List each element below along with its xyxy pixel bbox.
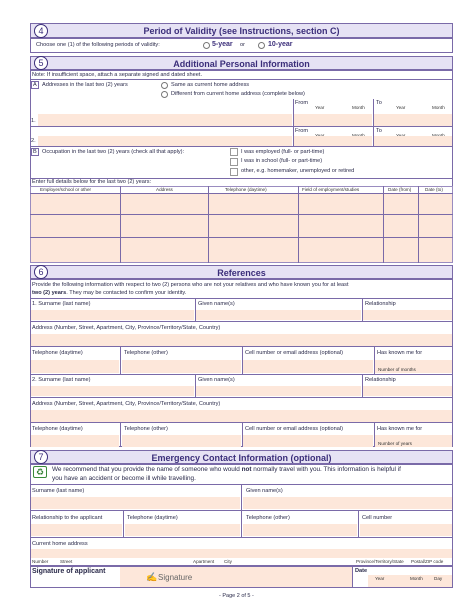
divider	[30, 193, 453, 194]
col-address: Address	[156, 187, 173, 192]
section-4-title: Period of Validity (see Instructions, section C)	[143, 26, 340, 36]
emergency-given-label: Given name(s)	[246, 488, 283, 494]
recycle-icon: ♻	[33, 466, 47, 478]
emergency-recommendation-2: you have an accident or become ill while travelling.	[52, 475, 196, 482]
ref-2-surname-input[interactable]	[31, 386, 194, 396]
section-4-number: 4	[34, 24, 48, 38]
divider	[30, 126, 453, 127]
ref-2-given-label: Given name(s)	[198, 377, 235, 383]
validity-5-year-radio[interactable]	[203, 42, 210, 49]
validity-or: or	[240, 42, 245, 48]
divider	[30, 397, 453, 398]
date-year: Year	[375, 576, 385, 581]
ref-1-address-label: Address (Number, Street, Apartment, City, Province/Territory/State, Country)	[32, 325, 221, 331]
ref-1-tel-day-input[interactable]	[31, 360, 119, 373]
emergency-tel-day-label: Telephone (daytime)	[127, 515, 178, 521]
addr-part-city: City	[224, 559, 232, 564]
date-day: Day	[434, 576, 443, 581]
ref-2-tel-other-label: Telephone (other)	[124, 426, 168, 432]
emergency-given-input[interactable]	[243, 497, 452, 509]
ref-2-relationship-input[interactable]	[363, 386, 452, 396]
page-number: - Page 2 of 5 -	[219, 593, 254, 599]
occupation-table	[30, 186, 453, 263]
divider	[352, 566, 353, 588]
ref-2-surname-label: 2. Surname (last name)	[32, 377, 91, 383]
section-5-title: Additional Personal Information	[173, 59, 310, 69]
divider	[242, 422, 243, 447]
divider	[293, 127, 294, 147]
address-2-number: 2.	[31, 138, 36, 144]
divider	[362, 298, 363, 321]
signature-placeholder: Signature	[158, 573, 193, 582]
emergency-rec-bold: not	[241, 466, 252, 473]
ref-2-years-label: Number of years	[378, 441, 412, 446]
divider	[373, 99, 374, 127]
divider	[293, 99, 294, 127]
emergency-rec-part1: We recommend that you provide the name of someone who would	[52, 466, 242, 473]
divider	[241, 510, 242, 537]
validity-prompt: Choose one (1) of the following periods of validity:	[36, 42, 160, 48]
ref-2-tel-day-input[interactable]	[31, 435, 119, 447]
divider	[374, 422, 375, 447]
ref-1-surname-input[interactable]	[31, 310, 194, 320]
address-1-to-input[interactable]	[374, 114, 452, 126]
divider	[30, 237, 453, 238]
signature-pen-icon: ✍	[146, 572, 158, 582]
address-2-input[interactable]	[38, 136, 292, 146]
part-a-label: Addresses in the last two (2) years	[42, 82, 128, 88]
divider	[373, 127, 374, 147]
divider	[298, 186, 299, 263]
references-intro-2	[32, 290, 186, 296]
col-field: Field of employment/studies	[302, 187, 360, 192]
addr-part-province: Province/Territory/State	[356, 559, 404, 564]
ref-2-tel-other-input[interactable]	[122, 435, 241, 447]
ref-2-tel-day-label: Telephone (daytime)	[32, 426, 83, 432]
divider	[120, 422, 121, 447]
section-5-note: Note: If insufficient space, attach a separate signed and dated sheet.	[32, 72, 202, 78]
date-month: Month	[410, 576, 423, 581]
different-address-radio[interactable]	[161, 91, 168, 98]
address-2-from-input[interactable]	[294, 136, 372, 146]
divider	[195, 298, 196, 321]
ref-2-cell-input[interactable]	[243, 435, 373, 447]
part-a-letter: A	[33, 82, 37, 88]
same-address-label: Same as current home address	[171, 82, 250, 88]
ref-2-relationship-label: Relationship	[365, 377, 396, 383]
ref-1-tel-other-label: Telephone (other)	[124, 350, 168, 356]
divider	[358, 510, 359, 537]
divider	[123, 510, 124, 537]
ref-2-given-input[interactable]	[196, 386, 361, 396]
ref-1-given-input[interactable]	[196, 310, 361, 320]
emergency-rec-part2: normally travel with you. This information is helpful if	[251, 466, 401, 473]
divider	[30, 214, 453, 215]
ref-2-address-input[interactable]	[31, 410, 452, 422]
ref-1-cell-input[interactable]	[243, 360, 373, 373]
ref-1-given-label: Given name(s)	[198, 301, 235, 307]
emergency-surname-input[interactable]	[31, 497, 240, 509]
section-7-title: Emergency Contact Information (optional)	[151, 453, 332, 463]
section-4-header	[30, 23, 453, 38]
address-1-number: 1.	[31, 118, 36, 124]
emergency-address-label: Current home address	[32, 541, 88, 547]
divider	[120, 186, 121, 263]
address-2-to: To	[376, 128, 382, 134]
col-telephone: Telephone (daytime)	[225, 187, 267, 192]
divider	[195, 374, 196, 397]
address-2-from: From	[295, 128, 309, 134]
ref-2-cell-label: Cell number or email address (optional)	[245, 426, 343, 432]
ref-1-relationship-input[interactable]	[363, 310, 452, 320]
divider	[374, 346, 375, 374]
signature-label: Signature of applicant	[32, 568, 106, 575]
divider	[30, 146, 453, 147]
ref-1-address-input[interactable]	[31, 334, 452, 346]
occupation-table-intro: Enter full details below for the last two (2) years:	[32, 179, 152, 185]
emergency-surname-label: Surname (last name)	[32, 488, 85, 494]
divider	[30, 537, 453, 538]
address-1-from-year: Year	[315, 105, 325, 110]
ref-1-tel-day-label: Telephone (daytime)	[32, 350, 83, 356]
same-address-radio[interactable]	[161, 82, 168, 89]
divider	[383, 186, 384, 263]
section-6-header	[30, 265, 453, 279]
col-employer: Employer/school or other	[40, 187, 92, 192]
emergency-tel-other-label: Telephone (other)	[246, 515, 290, 521]
ref-2-known-label: Has known me for	[377, 426, 423, 432]
ref-1-cell-label: Cell number or email address (optional)	[245, 350, 343, 356]
divider	[30, 374, 453, 375]
divider	[418, 186, 419, 263]
emergency-relationship-label: Relationship to the applicant	[32, 515, 103, 521]
ref-1-known-label: Has known me for	[377, 350, 423, 356]
divider	[241, 484, 242, 510]
ref-1-relationship-label: Relationship	[365, 301, 396, 307]
employed-checkbox[interactable]	[230, 148, 238, 156]
address-1-from-input[interactable]	[294, 114, 372, 126]
emergency-tel-day-input[interactable]	[125, 524, 240, 536]
address-2-to-input[interactable]	[374, 136, 452, 146]
divider	[362, 374, 363, 397]
emergency-recommendation	[52, 466, 401, 473]
other-occupation-label: other, e.g. homemaker, unemployed or retired	[241, 168, 355, 174]
references-intro: Provide the following information with respect to two (2) persons who are not your relatives and who have known you for at least	[32, 282, 349, 288]
divider	[30, 321, 453, 322]
references-intro-bold: two (2) years	[32, 290, 67, 296]
part-b-letter: B	[33, 149, 37, 155]
divider	[120, 346, 121, 374]
address-1-from: From	[295, 100, 309, 106]
validity-10-year-label: 10-year	[268, 41, 293, 48]
emergency-cell-input[interactable]	[360, 524, 452, 536]
address-1-to: To	[376, 100, 382, 106]
date-label: Date	[355, 568, 368, 574]
references-intro-rest: . They may be contacted to confirm your identity.	[66, 290, 187, 296]
ref-1-surname-label: 1. Surname (last name)	[32, 301, 91, 307]
divider	[30, 79, 453, 80]
address-1-input[interactable]	[38, 114, 292, 126]
different-address-label: Different from current home address (complete below)	[171, 91, 305, 97]
addr-part-number: Number	[32, 559, 49, 564]
part-b-label: Occupation in the last two (2) years (check all that apply):	[42, 149, 185, 155]
ref-2-address-label: Address (Number, Street, Apartment, City, Province/Territory/State, Country)	[32, 401, 221, 407]
school-label: I was in school (full- or part-time)	[241, 158, 323, 164]
address-1-to-year: Year	[396, 105, 406, 110]
address-1-from-month: Month	[352, 105, 365, 110]
emergency-tel-other-input[interactable]	[243, 524, 357, 536]
ref-1-months-label: Number of months	[378, 367, 416, 372]
validity-10-year-radio[interactable]	[258, 42, 265, 49]
section-5-header	[30, 56, 453, 70]
validity-5-year-label: 5-year	[212, 41, 233, 48]
divider	[242, 346, 243, 374]
address-1-to-month: Month	[432, 105, 445, 110]
addr-part-postal: Postal/ZIP code	[411, 559, 444, 564]
emergency-relationship-input[interactable]	[31, 524, 122, 536]
section-6-number: 6	[34, 265, 48, 279]
ref-1-tel-other-input[interactable]	[122, 360, 241, 373]
section-5-number: 5	[34, 56, 48, 70]
other-occupation-checkbox[interactable]	[230, 168, 238, 176]
section-7-header	[30, 450, 453, 464]
section-7-number: 7	[34, 450, 48, 464]
addr-part-street: Street	[60, 559, 73, 564]
employed-label: I was employed (full- or part-time)	[241, 149, 325, 155]
col-date-to: Date (to)	[425, 187, 443, 192]
divider	[30, 298, 453, 299]
school-checkbox[interactable]	[230, 158, 238, 166]
col-date-from: Date (from)	[388, 187, 412, 192]
emergency-address-input[interactable]	[31, 549, 452, 558]
addr-part-apartment: Apartment	[193, 559, 215, 564]
divider	[208, 186, 209, 263]
section-6-title: References	[217, 268, 266, 278]
emergency-cell-label: Cell number	[362, 515, 393, 521]
